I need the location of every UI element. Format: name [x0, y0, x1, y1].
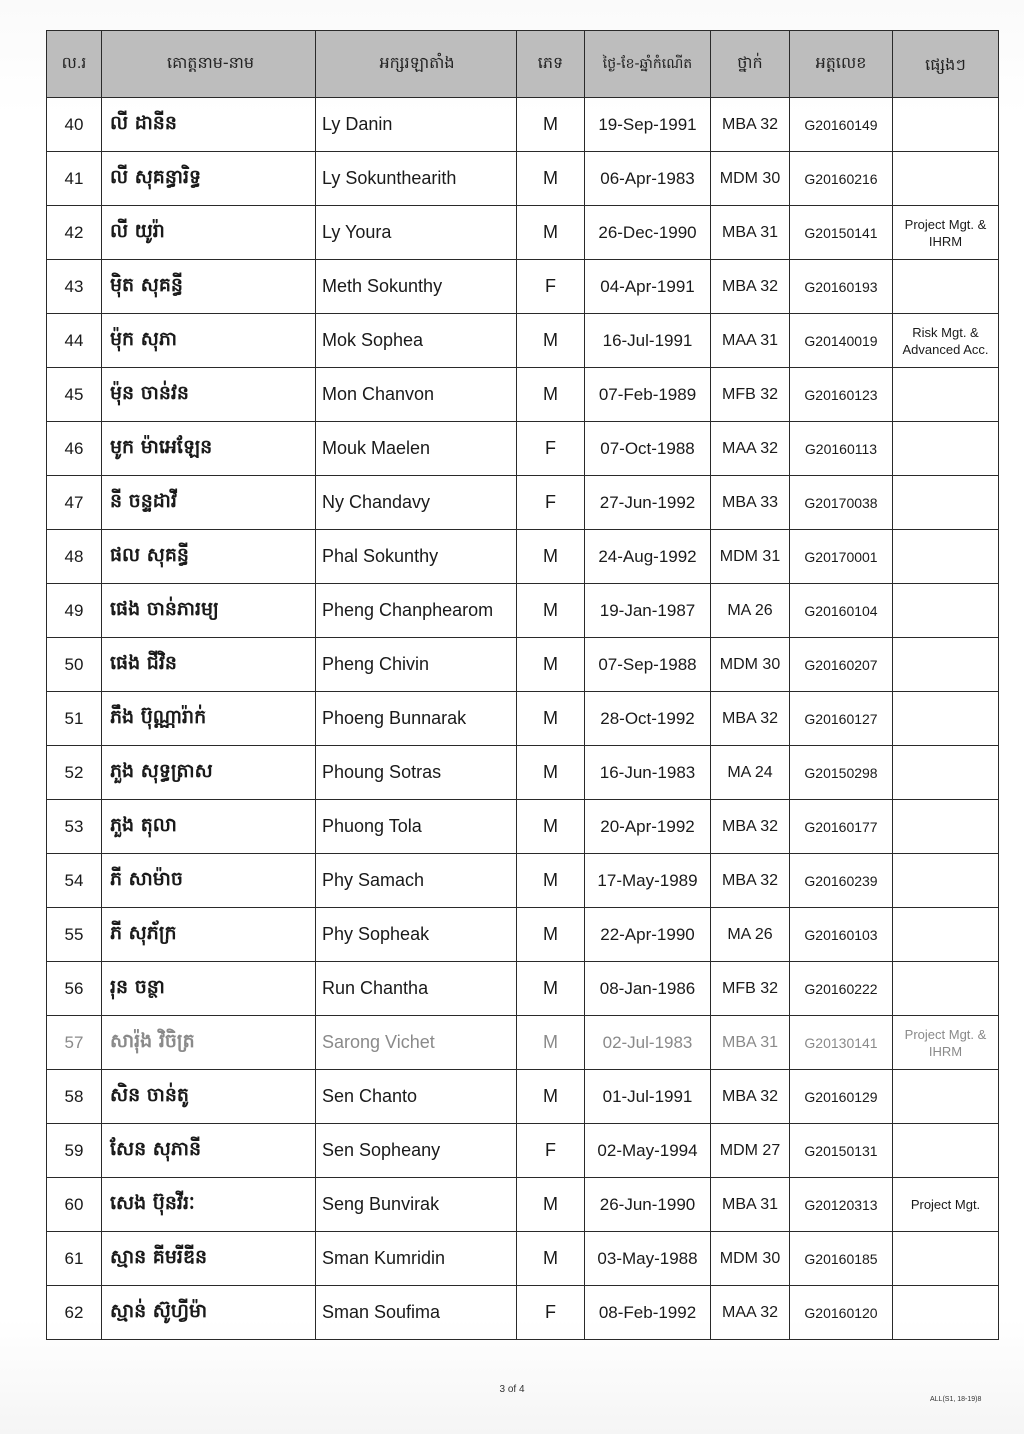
cell-dob: 08-Jan-1986: [585, 962, 711, 1016]
cell-latin-name: Mon Chanvon: [316, 368, 517, 422]
cell-sex: M: [517, 1178, 585, 1232]
cell-latin-name: Pheng Chanphearom: [316, 584, 517, 638]
cell-sex: F: [517, 260, 585, 314]
cell-remarks: [893, 692, 999, 746]
cell-id: G20160239: [790, 854, 893, 908]
cell-latin-name: Sman Kumridin: [316, 1232, 517, 1286]
cell-latin-name: Sen Sopheany: [316, 1124, 517, 1178]
cell-no: 58: [47, 1070, 102, 1124]
cell-class: MBA 33: [711, 476, 790, 530]
cell-class: MAA 32: [711, 1286, 790, 1340]
cell-no: 43: [47, 260, 102, 314]
cell-class: MDM 30: [711, 638, 790, 692]
cell-latin-name: Phal Sokunthy: [316, 530, 517, 584]
cell-sex: M: [517, 314, 585, 368]
cell-sex: M: [517, 206, 585, 260]
cell-dob: 07-Oct-1988: [585, 422, 711, 476]
cell-khmer-name: សិន ចាន់តូ: [102, 1070, 316, 1124]
cell-id: G20160120: [790, 1286, 893, 1340]
cell-khmer-name: មូក ម៉ាអេឡែន: [102, 422, 316, 476]
cell-id: G20160104: [790, 584, 893, 638]
cell-khmer-name: សេង ប៊ុនវីរៈ: [102, 1178, 316, 1232]
table-row: [47, 314, 999, 368]
cell-dob: 27-Jun-1992: [585, 476, 711, 530]
table-row: [47, 584, 999, 638]
cell-khmer-name: ភី សាម៉ាច: [102, 854, 316, 908]
cell-remarks: [893, 530, 999, 584]
cell-no: 61: [47, 1232, 102, 1286]
cell-id: G20130141: [790, 1016, 893, 1070]
table-row: [47, 422, 999, 476]
cell-class: MDM 27: [711, 1124, 790, 1178]
cell-no: 54: [47, 854, 102, 908]
cell-dob: 28-Oct-1992: [585, 692, 711, 746]
cell-dob: 02-May-1994: [585, 1124, 711, 1178]
table-row: [47, 746, 999, 800]
cell-no: 48: [47, 530, 102, 584]
cell-remarks: [893, 422, 999, 476]
cell-sex: M: [517, 368, 585, 422]
table-row: [47, 152, 999, 206]
cell-id: G20160177: [790, 800, 893, 854]
cell-no: 55: [47, 908, 102, 962]
cell-id: G20150141: [790, 206, 893, 260]
cell-sex: M: [517, 98, 585, 152]
cell-dob: 19-Sep-1991: [585, 98, 711, 152]
cell-class: MFB 32: [711, 368, 790, 422]
cell-latin-name: Ly Youra: [316, 206, 517, 260]
table-row: [47, 1286, 999, 1340]
cell-class: MBA 32: [711, 692, 790, 746]
cell-class: MDM 30: [711, 1232, 790, 1286]
table-row: [47, 260, 999, 314]
cell-latin-name: Phoung Sotras: [316, 746, 517, 800]
cell-latin-name: Phy Samach: [316, 854, 517, 908]
cell-no: 45: [47, 368, 102, 422]
cell-dob: 01-Jul-1991: [585, 1070, 711, 1124]
cell-class: MBA 31: [711, 1178, 790, 1232]
cell-latin-name: Ny Chandavy: [316, 476, 517, 530]
table-row: [47, 1070, 999, 1124]
cell-id: G20150298: [790, 746, 893, 800]
cell-latin-name: Sen Chanto: [316, 1070, 517, 1124]
cell-class: MBA 32: [711, 1070, 790, 1124]
cell-sex: M: [517, 1232, 585, 1286]
cell-khmer-name: ភួង សុទ្ធត្រាស: [102, 746, 316, 800]
cell-class: MDM 30: [711, 152, 790, 206]
cell-remarks: [893, 854, 999, 908]
cell-no: 40: [47, 98, 102, 152]
cell-class: MBA 32: [711, 98, 790, 152]
cell-dob: 08-Feb-1992: [585, 1286, 711, 1340]
cell-dob: 16-Jul-1991: [585, 314, 711, 368]
cell-id: G20160127: [790, 692, 893, 746]
student-roster-table: [46, 30, 999, 1340]
cell-sex: M: [517, 962, 585, 1016]
cell-sex: M: [517, 152, 585, 206]
table-row: [47, 206, 999, 260]
cell-id: G20150131: [790, 1124, 893, 1178]
table-row: [47, 638, 999, 692]
cell-id: G20160113: [790, 422, 893, 476]
header-no: ល.រ: [47, 31, 102, 98]
header-latin-name: អក្សរឡាតាំង: [316, 31, 517, 98]
cell-latin-name: Phoeng Bunnarak: [316, 692, 517, 746]
header-id: អត្តលេខ: [790, 31, 893, 98]
header-khmer-name: គោត្តនាម-នាម: [102, 31, 316, 98]
cell-sex: M: [517, 1016, 585, 1070]
cell-sex: M: [517, 908, 585, 962]
table-header: [47, 31, 999, 98]
cell-latin-name: Mouk Maelen: [316, 422, 517, 476]
cell-dob: 03-May-1988: [585, 1232, 711, 1286]
cell-class: MA 26: [711, 908, 790, 962]
table-row: [47, 962, 999, 1016]
table-row: [47, 98, 999, 152]
cell-sex: M: [517, 638, 585, 692]
cell-khmer-name: ភឹង ប៊ុណ្ណារ៉ាក់: [102, 692, 316, 746]
cell-sex: M: [517, 692, 585, 746]
cell-khmer-name: លី ដានីន: [102, 98, 316, 152]
cell-class: MFB 32: [711, 962, 790, 1016]
cell-sex: M: [517, 584, 585, 638]
cell-remarks: Risk Mgt. & Advanced Acc.: [893, 314, 999, 368]
cell-sex: F: [517, 1286, 585, 1340]
cell-khmer-name: ភី សុភ័ក្រ: [102, 908, 316, 962]
cell-no: 60: [47, 1178, 102, 1232]
cell-latin-name: Mok Sophea: [316, 314, 517, 368]
cell-dob: 07-Sep-1988: [585, 638, 711, 692]
cell-khmer-name: លី សុគន្ធារិទ្ធ: [102, 152, 316, 206]
cell-id: G20140019: [790, 314, 893, 368]
cell-dob: 04-Apr-1991: [585, 260, 711, 314]
cell-dob: 06-Apr-1983: [585, 152, 711, 206]
cell-remarks: [893, 152, 999, 206]
cell-sex: M: [517, 800, 585, 854]
cell-remarks: [893, 584, 999, 638]
cell-khmer-name: ផល សុគន្ធី: [102, 530, 316, 584]
table-row: [47, 800, 999, 854]
cell-sex: F: [517, 422, 585, 476]
cell-remarks: [893, 800, 999, 854]
cell-id: G20160207: [790, 638, 893, 692]
cell-no: 57: [47, 1016, 102, 1070]
table-row: [47, 476, 999, 530]
cell-remarks: [893, 260, 999, 314]
cell-remarks: [893, 476, 999, 530]
cell-khmer-name: ផេង ជីវិន: [102, 638, 316, 692]
document-code: ALL(S1, 18-19)8: [930, 1396, 982, 1403]
cell-sex: M: [517, 854, 585, 908]
cell-dob: 17-May-1989: [585, 854, 711, 908]
table-row: [47, 530, 999, 584]
cell-id: G20170038: [790, 476, 893, 530]
table-body: [47, 98, 999, 1340]
header-class: ថ្នាក់: [711, 31, 790, 98]
cell-sex: M: [517, 530, 585, 584]
cell-id: G20160185: [790, 1232, 893, 1286]
cell-no: 51: [47, 692, 102, 746]
cell-latin-name: Sman Soufima: [316, 1286, 517, 1340]
cell-class: MBA 32: [711, 800, 790, 854]
cell-latin-name: Ly Danin: [316, 98, 517, 152]
header-sex: ភេទ: [517, 31, 585, 98]
table-row: [47, 1178, 999, 1232]
table-row: [47, 1232, 999, 1286]
cell-latin-name: Seng Bunvirak: [316, 1178, 517, 1232]
cell-no: 42: [47, 206, 102, 260]
cell-remarks: [893, 908, 999, 962]
cell-no: 56: [47, 962, 102, 1016]
cell-id: G20160103: [790, 908, 893, 962]
cell-class: MAA 31: [711, 314, 790, 368]
cell-khmer-name: សារ៉ុង វិចិត្រ: [102, 1016, 316, 1070]
cell-khmer-name: ភួង តុលា: [102, 800, 316, 854]
table-row: [47, 1124, 999, 1178]
cell-khmer-name: ស្មាន់ ស៊ូហ្វីម៉ា: [102, 1286, 316, 1340]
cell-no: 50: [47, 638, 102, 692]
cell-no: 53: [47, 800, 102, 854]
cell-khmer-name: ម៉ុក សុភា: [102, 314, 316, 368]
cell-class: MA 26: [711, 584, 790, 638]
cell-class: MDM 31: [711, 530, 790, 584]
cell-dob: 22-Apr-1990: [585, 908, 711, 962]
cell-remarks: [893, 368, 999, 422]
cell-id: G20160216: [790, 152, 893, 206]
cell-id: G20160193: [790, 260, 893, 314]
table-row: [47, 368, 999, 422]
cell-id: G20170001: [790, 530, 893, 584]
cell-id: G20120313: [790, 1178, 893, 1232]
cell-latin-name: Sarong Vichet: [316, 1016, 517, 1070]
cell-latin-name: Ly Sokunthearith: [316, 152, 517, 206]
cell-remarks: [893, 638, 999, 692]
table-row: [47, 692, 999, 746]
cell-class: MBA 32: [711, 854, 790, 908]
page-number: 3 of 4: [499, 1384, 525, 1395]
cell-class: MBA 31: [711, 206, 790, 260]
table-row: [47, 1016, 999, 1070]
cell-remarks: [893, 1070, 999, 1124]
cell-khmer-name: ផេង ចាន់ភារម្យ: [102, 584, 316, 638]
cell-no: 59: [47, 1124, 102, 1178]
cell-remarks: Project Mgt.: [893, 1178, 999, 1232]
cell-latin-name: Phuong Tola: [316, 800, 517, 854]
cell-remarks: [893, 962, 999, 1016]
cell-no: 47: [47, 476, 102, 530]
header-row: [47, 31, 999, 98]
cell-remarks: Project Mgt. & IHRM: [893, 1016, 999, 1070]
cell-dob: 26-Dec-1990: [585, 206, 711, 260]
cell-remarks: [893, 98, 999, 152]
cell-latin-name: Pheng Chivin: [316, 638, 517, 692]
cell-remarks: [893, 1124, 999, 1178]
header-remarks: ផ្សេងៗ: [893, 31, 999, 98]
cell-dob: 02-Jul-1983: [585, 1016, 711, 1070]
cell-latin-name: Meth Sokunthy: [316, 260, 517, 314]
cell-class: MBA 32: [711, 260, 790, 314]
cell-sex: M: [517, 1070, 585, 1124]
cell-dob: 20-Apr-1992: [585, 800, 711, 854]
cell-remarks: [893, 1232, 999, 1286]
table-row: [47, 854, 999, 908]
cell-class: MAA 32: [711, 422, 790, 476]
cell-class: MA 24: [711, 746, 790, 800]
cell-no: 41: [47, 152, 102, 206]
cell-dob: 16-Jun-1983: [585, 746, 711, 800]
cell-remarks: [893, 746, 999, 800]
cell-no: 52: [47, 746, 102, 800]
cell-latin-name: Phy Sopheak: [316, 908, 517, 962]
cell-khmer-name: ម៉ិត សុគន្ធី: [102, 260, 316, 314]
cell-dob: 07-Feb-1989: [585, 368, 711, 422]
cell-id: G20160222: [790, 962, 893, 1016]
cell-id: G20160129: [790, 1070, 893, 1124]
header-dob: ថ្ងៃ-ខែ-ឆ្នាំកំណើត: [585, 31, 711, 98]
cell-sex: M: [517, 746, 585, 800]
cell-no: 46: [47, 422, 102, 476]
cell-khmer-name: នី ចន្ទដាវី: [102, 476, 316, 530]
cell-id: G20160149: [790, 98, 893, 152]
cell-no: 44: [47, 314, 102, 368]
cell-khmer-name: រុន ចន្ថា: [102, 962, 316, 1016]
cell-khmer-name: សែន សុភានី: [102, 1124, 316, 1178]
cell-sex: F: [517, 476, 585, 530]
cell-dob: 24-Aug-1992: [585, 530, 711, 584]
cell-no: 49: [47, 584, 102, 638]
cell-id: G20160123: [790, 368, 893, 422]
cell-khmer-name: ម៉ុន ចាន់វន: [102, 368, 316, 422]
cell-dob: 26-Jun-1990: [585, 1178, 711, 1232]
table-row: [47, 908, 999, 962]
cell-remarks: [893, 1286, 999, 1340]
cell-remarks: Project Mgt. & IHRM: [893, 206, 999, 260]
cell-latin-name: Run Chantha: [316, 962, 517, 1016]
cell-no: 62: [47, 1286, 102, 1340]
cell-class: MBA 31: [711, 1016, 790, 1070]
cell-khmer-name: លី យូរ៉ា: [102, 206, 316, 260]
cell-dob: 19-Jan-1987: [585, 584, 711, 638]
cell-sex: F: [517, 1124, 585, 1178]
cell-khmer-name: ស្មាន គីមរីឌីន: [102, 1232, 316, 1286]
